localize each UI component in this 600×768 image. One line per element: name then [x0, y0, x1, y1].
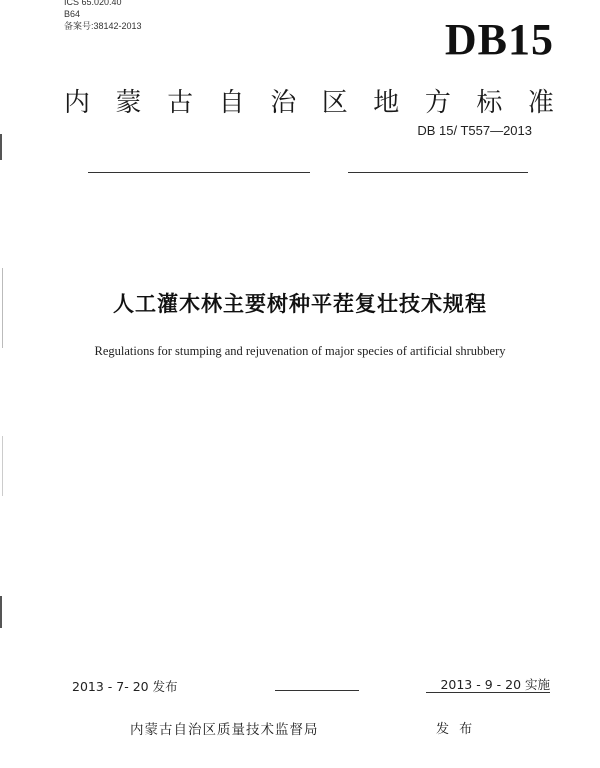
issue-label: 发 布: [436, 722, 473, 737]
scan-artifact: [0, 134, 2, 160]
implementation-underline: [426, 692, 550, 693]
title-char: 蒙: [115, 88, 142, 118]
divider-right: [348, 172, 528, 173]
title-char: 治: [270, 88, 297, 118]
title-char: 古: [167, 88, 194, 118]
title-char: 标: [476, 88, 503, 118]
divider-left: [88, 172, 310, 173]
implementation-date: 2013 - 9 - 20 实施: [440, 677, 550, 692]
title-char: 方: [424, 88, 451, 118]
ics-code: ICS 65.020.40: [64, 0, 122, 7]
document-title-english: Regulations for stumping and rejuvenation of major species of artificial shrubbery: [94, 344, 506, 358]
title-char: 内: [64, 88, 91, 118]
scan-artifact: [0, 596, 2, 628]
footer-divider: [275, 690, 359, 691]
classification-code: B64: [64, 9, 81, 19]
standard-code-mark: DB15: [444, 15, 554, 64]
record-number: 备案号:38142-2013: [64, 21, 142, 31]
standard-number: DB 15/ T557—2013: [417, 123, 532, 138]
title-char: 地: [373, 88, 400, 118]
classification-block: [64, 0, 142, 32]
title-char: 区: [321, 88, 348, 118]
title-char: 自: [218, 88, 245, 118]
standard-category-title: [64, 82, 554, 119]
title-char: 准: [527, 88, 554, 118]
issue-date: 2013 - 7- 20 发布: [72, 679, 178, 694]
issuing-authority: 内蒙古自治区质量技术监督局: [130, 722, 319, 738]
scan-artifact: [2, 436, 3, 496]
document-title-chinese: 人工灌木林主要树种平茬复壮技术规程: [113, 292, 487, 316]
